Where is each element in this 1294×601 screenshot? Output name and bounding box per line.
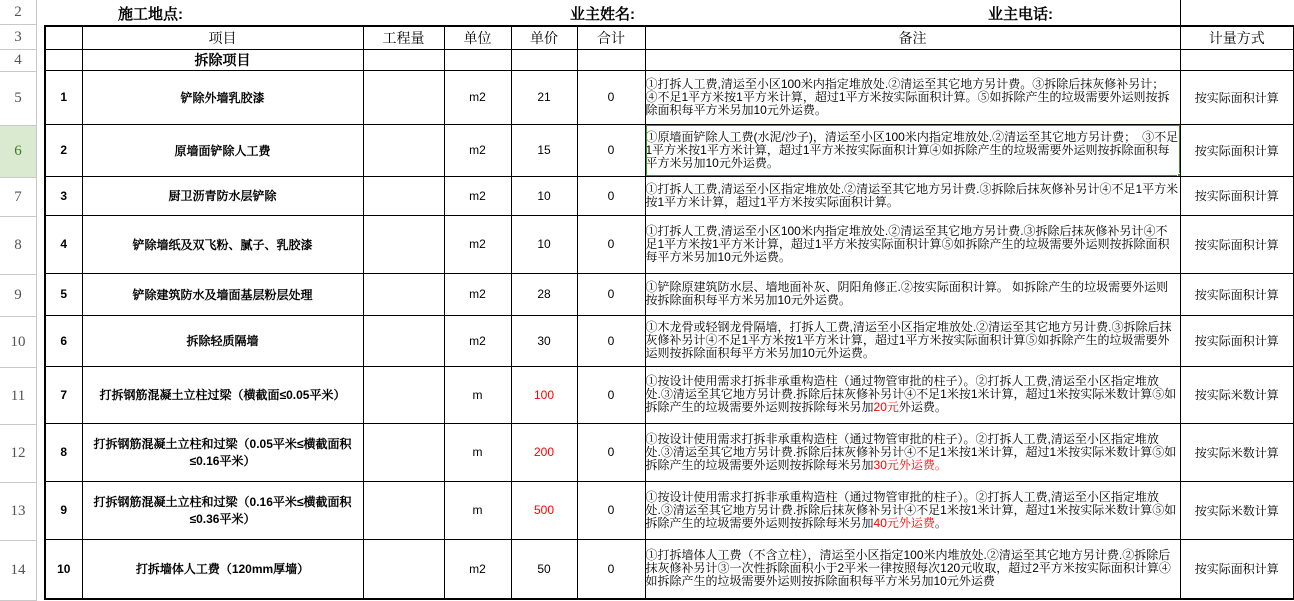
empty-cell[interactable]	[645, 49, 1180, 70]
unit-price-cell[interactable]	[511, 315, 577, 366]
note-segment: 外运费。	[898, 400, 947, 414]
measure-value: 按实际面积计算	[1194, 287, 1279, 302]
unit-cell[interactable]	[444, 70, 511, 124]
quantity-cell[interactable]	[363, 124, 444, 176]
empty-cell[interactable]	[45, 49, 82, 70]
total-value: 0	[607, 287, 615, 301]
note-text	[646, 374, 1177, 414]
project-header-cell[interactable]: 项目	[82, 26, 363, 49]
item-number: 2	[60, 143, 68, 157]
quantity-cell[interactable]	[363, 215, 444, 273]
quantity-cell[interactable]	[363, 273, 444, 315]
project-name: 打拆钢筋混凝土立柱过梁（横截面≤0.05平米）	[99, 388, 346, 402]
row-header-11[interactable]: 11	[0, 368, 37, 425]
item-number: 7	[60, 387, 68, 402]
quantity-cell[interactable]	[363, 70, 444, 124]
note-header-cell[interactable]: 备注	[645, 26, 1180, 49]
project-name-cell[interactable]	[82, 215, 363, 273]
row-header-5[interactable]: 5	[0, 72, 37, 126]
total-cell[interactable]	[577, 366, 645, 423]
note-text	[646, 320, 1172, 360]
table-row	[45, 481, 1294, 539]
unit-value: m	[472, 445, 483, 459]
note-segment: ①按设计使用需求打拆非承重构造柱（通过物管审批的柱子）。②打拆人工费,清运至小区指定堆放处.③清运至其它地方另计费.拆除后抹灰修补另计④不足1米按1米计算，超过1米按实际米数计算⑤如拆除产生的垃圾需要外运则按拆除每米另加	[645, 374, 1177, 414]
note-segment: ①按设计使用需求打拆非承重构造柱（通过物管审批的柱子）。②打拆人工费,清运至小区指定堆放处.③清运至其它地方另计费.拆除后抹灰修补另计④不足1米按1米计算，超过1米按实际米数计算⑤如拆除产生的垃圾需要外运则按拆除每米另加	[645, 431, 1177, 472]
item-number-cell[interactable]	[45, 423, 82, 481]
total-value: 0	[607, 188, 615, 203]
section-title-row	[45, 49, 1294, 70]
note-cell[interactable]	[645, 481, 1180, 539]
note-segment: ①打拆人工费,清运至小区指定堆放处.②清运至其它地方另计费.③拆除后抹灰修补另计④不足1平方米按1平方米计算，超过1平方米按实际面积计算。	[645, 181, 1179, 209]
total-cell[interactable]	[577, 539, 645, 599]
total-value: 0	[607, 237, 615, 251]
project-name-cell[interactable]	[82, 124, 363, 176]
total-header-cell[interactable]: 合计	[577, 26, 645, 49]
empty-cell[interactable]	[1180, 49, 1294, 70]
item-number-cell[interactable]	[45, 539, 82, 599]
measure-value: 按实际面积计算	[1194, 334, 1279, 348]
row-header-8[interactable]: 8	[0, 217, 37, 275]
measure-value: 按实际米数计算	[1194, 503, 1279, 518]
total-cell[interactable]	[577, 176, 645, 215]
item-number: 6	[60, 333, 68, 348]
project-name-cell[interactable]	[82, 176, 363, 215]
measure-cell[interactable]	[1180, 315, 1294, 366]
quantity-cell[interactable]	[363, 539, 444, 599]
table-row	[45, 215, 1294, 273]
unit-price-cell[interactable]	[511, 539, 577, 599]
total-cell[interactable]	[577, 124, 645, 176]
unit-value: m2	[469, 90, 486, 104]
measure-cell[interactable]	[1180, 215, 1294, 273]
project-name-cell[interactable]	[82, 366, 363, 423]
project-name: 铲除外墙乳胶漆	[180, 90, 265, 105]
note-segment: ①打拆墙体人工费（不含立柱），清运至小区指定100米内堆放处.②清运至其它地方另计费.②拆除后抹灰修补另计③一次性拆除面积小于2平米一律按照每次120元收取，超过2平方米按实际面积计算④如拆除产生的垃圾需要外运则按拆除面积每平方米另加10元外运费	[645, 548, 1171, 589]
note-cell[interactable]	[645, 366, 1180, 423]
unit-price-cell[interactable]	[511, 366, 577, 423]
project-name-cell[interactable]	[82, 423, 363, 481]
total-cell[interactable]	[577, 215, 645, 273]
owner-label-cell[interactable]: 业主姓名:	[570, 6, 635, 23]
total-value: 0	[607, 387, 615, 402]
item-number: 9	[60, 503, 68, 517]
unit-price-cell[interactable]	[511, 215, 577, 273]
note-segment: 30元外运费。	[873, 457, 947, 472]
note-text	[646, 130, 1179, 170]
note-text	[646, 280, 1169, 307]
measure-value: 按实际米数计算	[1194, 388, 1279, 402]
note-segment: ①铲除原建筑防水层、墙地面补灰、阴阳角修正.②按实际面积计算。 如拆除产生的垃圾需要外运则按拆除面积每平方米另加10元外运费。	[645, 280, 1169, 307]
row-header-3[interactable]: 3	[0, 25, 37, 50]
unit-cell[interactable]	[444, 215, 511, 273]
empty-cell[interactable]	[511, 49, 577, 70]
unit-value: m2	[469, 333, 486, 348]
quotation-table	[44, 25, 1294, 600]
note-cell[interactable]	[645, 124, 1180, 176]
empty-cell[interactable]	[363, 49, 444, 70]
row-header-10[interactable]: 10	[0, 317, 37, 368]
item-number-cell[interactable]	[45, 215, 82, 273]
measure-cell[interactable]	[1180, 176, 1294, 215]
phone-label-cell[interactable]: 业主电话:	[988, 6, 1053, 23]
row-header-9[interactable]: 9	[0, 275, 37, 317]
note-cell[interactable]	[645, 176, 1180, 215]
total-cell[interactable]	[577, 273, 645, 315]
title-row	[37, 0, 1294, 25]
unit-header-cell[interactable]: 单位	[444, 26, 511, 49]
measure-cell[interactable]	[1180, 70, 1294, 124]
measure-value: 按实际面积计算	[1194, 237, 1279, 252]
row-number-gutter	[0, 0, 37, 601]
quantity-cell[interactable]	[363, 423, 444, 481]
note-segment: ①原墙面铲除人工费(水泥/沙子)，清运至小区100米内指定堆放处.②清运至其它地方另计费； ③不足1平方米按1平方米计算，超过1平方米按实际面积计算④如拆除产生的垃圾需要外运则按拆除面积每平方米另加10元外运费。	[645, 129, 1179, 170]
unit-price-value: 21	[537, 90, 551, 104]
table-row	[45, 70, 1294, 124]
note-text	[646, 490, 1177, 530]
unit-price-value: 10	[537, 237, 551, 251]
quantity-header-cell[interactable]: 工程量	[363, 26, 444, 49]
project-name-cell[interactable]	[82, 70, 363, 124]
row-header-13[interactable]: 13	[0, 483, 37, 541]
project-name-cell[interactable]	[82, 315, 363, 366]
item-number-cell[interactable]	[45, 366, 82, 423]
unit-price-value: 15	[537, 143, 551, 157]
item-number: 4	[60, 237, 68, 251]
row-header-2[interactable]: 2	[0, 0, 37, 25]
note-text	[646, 224, 1170, 264]
item-number: 8	[60, 445, 68, 459]
unit-value: m2	[469, 561, 486, 576]
unit-cell[interactable]	[444, 366, 511, 423]
measure-value: 按实际面积计算	[1194, 189, 1279, 203]
quantity-cell[interactable]	[363, 315, 444, 366]
note-segment: ①木龙骨或轻钢龙骨隔墙，打拆人工费,清运至小区指定堆放处.②清运至其它地方另计费.③拆除后抹灰修补另计④不足1平方米按1平方米计算，超过1平方米按实际面积计算⑤如拆除产生的垃圾需要外运则按拆除面积每平方米另加10元外运费。	[645, 320, 1172, 360]
note-text	[646, 432, 1177, 472]
item-number: 5	[60, 287, 68, 301]
unit-cell[interactable]	[444, 315, 511, 366]
unit-price-cell[interactable]	[511, 481, 577, 539]
unit-cell[interactable]	[444, 423, 511, 481]
item-number-cell[interactable]	[45, 70, 82, 124]
unit-value: m	[472, 387, 483, 402]
item-number-cell[interactable]	[45, 481, 82, 539]
table-row	[45, 176, 1294, 215]
item-number-cell[interactable]	[45, 273, 82, 315]
note-segment: 40元外运费	[873, 515, 935, 530]
measure-cell[interactable]	[1180, 539, 1294, 599]
row-header-4[interactable]: 4	[0, 50, 37, 72]
note-segment: 20元	[873, 400, 899, 414]
unit-cell[interactable]	[444, 273, 511, 315]
project-name: 铲除墙纸及双飞粉、腻子、乳胶漆	[132, 237, 313, 252]
note-segment: ①打拆人工费,清运至小区100米内指定堆放处.②清运至其它地方另计费.③拆除后抹灰修补另计④不足1平方米按1平方米计算，超过1平方米按实际面积计算⑤如拆除产生的垃圾需要外运则按拆除面积每平方米另加10元外运费。	[645, 223, 1170, 264]
total-cell[interactable]	[577, 315, 645, 366]
item-number-cell[interactable]	[45, 176, 82, 215]
measure-header-cell[interactable]: 计量方式	[1180, 26, 1294, 49]
site-label-cell[interactable]: 施工地点:	[118, 6, 183, 23]
measure-value: 按实际面积计算	[1194, 90, 1279, 105]
project-name-cell[interactable]	[82, 481, 363, 539]
total-value: 0	[607, 503, 615, 517]
measure-value: 按实际面积计算	[1194, 562, 1279, 577]
note-cell[interactable]	[645, 70, 1180, 124]
item-number-cell[interactable]	[45, 315, 82, 366]
note-cell[interactable]	[645, 423, 1180, 481]
unit-price-value: 28	[537, 287, 551, 301]
section-title-cell[interactable]: 拆除项目	[82, 49, 363, 70]
note-text	[646, 548, 1171, 588]
unit-price-value: 30	[537, 333, 551, 348]
note-cell[interactable]	[645, 315, 1180, 366]
note-text	[646, 77, 1171, 117]
project-name-cell[interactable]	[82, 273, 363, 315]
table-header-row	[45, 26, 1294, 49]
note-cell[interactable]	[645, 215, 1180, 273]
table-row	[45, 124, 1294, 176]
unit-price-cell[interactable]	[511, 124, 577, 176]
unit-cell[interactable]	[444, 176, 511, 215]
project-name: 原墙面铲除人工费	[174, 143, 271, 158]
unit-value: m2	[469, 143, 486, 157]
project-name: 铲除建筑防水及墙面基层粉层处理	[132, 287, 313, 302]
total-cell[interactable]	[577, 481, 645, 539]
unit-value: m2	[469, 237, 486, 251]
table-row	[45, 366, 1294, 423]
project-name: 打拆钢筋混凝土立柱和过梁（0.16平米≤横截面积≤0.36平米）	[93, 495, 352, 526]
unit-price-value: 10	[537, 188, 551, 203]
unit-price-cell[interactable]	[511, 176, 577, 215]
total-value: 0	[607, 143, 615, 157]
unit-price-value: 50	[537, 561, 551, 576]
project-name: 厨卫沥青防水层铲除	[168, 189, 277, 203]
project-name: 拆除轻质隔墙	[186, 334, 259, 348]
unit-value: m2	[469, 287, 486, 301]
corner-header-cell[interactable]	[45, 26, 82, 49]
quantity-cell[interactable]	[363, 366, 444, 423]
measure-value: 按实际米数计算	[1194, 445, 1279, 460]
note-segment: ①打拆人工费,清运至小区100米内指定堆放处.②清运至其它地方另计费。③拆除后抹灰修补另计； ④不足1平方米按1平方米计算，超过1平方米按实际面积计算。⑤如拆除产生的垃圾需要外运则按拆除面积每平方米另加10元外运费。	[645, 76, 1171, 117]
note-segment: 。	[934, 515, 947, 530]
measure-value: 按实际面积计算	[1194, 143, 1279, 158]
unit-price-value: 100	[533, 387, 555, 402]
quantity-cell[interactable]	[363, 481, 444, 539]
unit-value: m2	[469, 188, 486, 203]
project-name: 打拆钢筋混凝土立柱和过梁（0.05平米≤横截面积≤0.16平米）	[93, 437, 352, 468]
note-segment: ①按设计使用需求打拆非承重构造柱（通过物管审批的柱子）。②打拆人工费,清运至小区指定堆放处.③清运至其它地方另计费.拆除后抹灰修补另计④不足1米按1米计算，超过1米按实际米数计算⑤如拆除产生的垃圾需要外运则按拆除每米另加	[645, 489, 1177, 530]
item-number: 10	[57, 561, 71, 576]
total-value: 0	[607, 90, 615, 104]
row-header-14[interactable]: 14	[0, 541, 37, 601]
row-header-6[interactable]: 6	[0, 126, 37, 178]
quantity-cell[interactable]	[363, 176, 444, 215]
measure-cell[interactable]	[1180, 481, 1294, 539]
table-row	[45, 315, 1294, 366]
table-row	[45, 423, 1294, 481]
project-name-cell[interactable]	[82, 539, 363, 599]
total-value: 0	[607, 445, 615, 459]
measure-cell[interactable]	[1180, 423, 1294, 481]
measure-cell[interactable]	[1180, 366, 1294, 423]
unit-price-value: 500	[533, 503, 555, 517]
table-row	[45, 539, 1294, 599]
unit-value: m	[472, 503, 483, 517]
project-name: 打拆墙体人工费（120mm厚墙）	[135, 562, 310, 577]
total-cell[interactable]	[577, 423, 645, 481]
unit-cell[interactable]	[444, 539, 511, 599]
unit-price-cell[interactable]	[511, 70, 577, 124]
unit-cell[interactable]	[444, 124, 511, 176]
row-header-12[interactable]: 12	[0, 425, 37, 483]
total-value: 0	[607, 561, 615, 576]
unit-cell[interactable]	[444, 481, 511, 539]
item-number-cell[interactable]	[45, 124, 82, 176]
item-number: 3	[60, 188, 68, 203]
item-number: 1	[60, 90, 68, 104]
column-divider	[1180, 0, 1181, 25]
note-cell[interactable]	[645, 539, 1180, 599]
unit-price-value: 200	[533, 445, 555, 459]
empty-cell[interactable]	[577, 49, 645, 70]
total-cell[interactable]	[577, 70, 645, 124]
table-row	[45, 273, 1294, 315]
measure-cell[interactable]	[1180, 124, 1294, 176]
empty-cell[interactable]	[444, 49, 511, 70]
row-header-7[interactable]: 7	[0, 178, 37, 217]
note-cell[interactable]	[645, 273, 1180, 315]
measure-cell[interactable]	[1180, 273, 1294, 315]
unit-price-cell[interactable]	[511, 273, 577, 315]
note-text	[646, 182, 1179, 209]
fill-handle[interactable]	[1177, 173, 1181, 177]
unit-price-header-cell[interactable]: 单价	[511, 26, 577, 49]
total-value: 0	[607, 333, 615, 348]
unit-price-cell[interactable]	[511, 423, 577, 481]
